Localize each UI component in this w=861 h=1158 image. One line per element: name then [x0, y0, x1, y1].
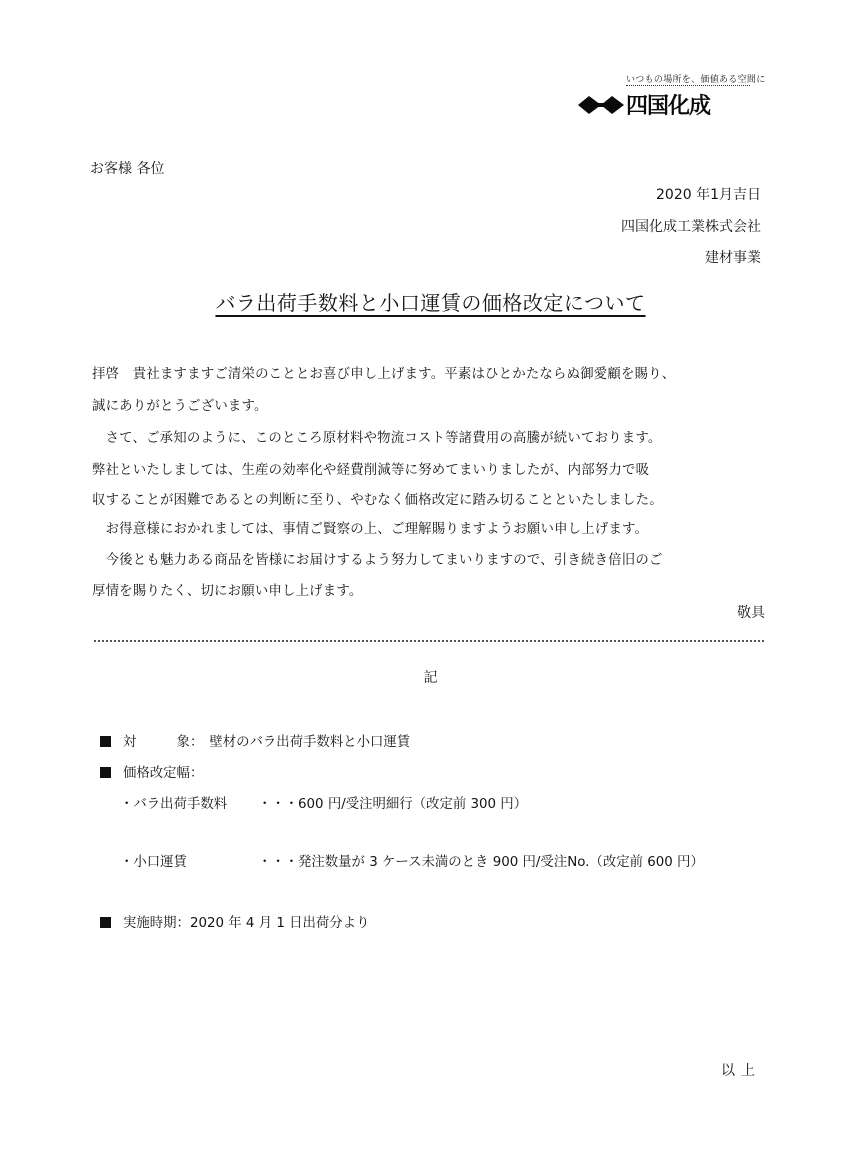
body-line: 今後とも魅力ある商品を皆様にお届けするよう努力してまいりますので、引き続き倍旧のご — [92, 553, 663, 568]
square-bullet-icon — [100, 917, 111, 928]
price-label: 価格改定幅： — [123, 766, 204, 781]
bulk-fee-value: 600 円/受注明細行（改定前 300 円） — [298, 797, 528, 812]
bulk-fee-dots: ・・・ — [258, 797, 299, 812]
small-lot-dots: ・・・ — [258, 855, 299, 870]
body-line: 収することが困難であるとの判断に至り、やむなく価格改定に踏み切ることといたしました。 — [92, 493, 663, 508]
document-title-text: バラ出荷手数料と小口運賃の価格改定について — [215, 291, 646, 315]
logo-company-name: 四国化成 — [626, 94, 711, 119]
issue-date: 2020 年1月吉日 — [656, 187, 761, 203]
ki-heading: 記 — [423, 670, 438, 686]
document-title — [0, 287, 861, 316]
diamond-logo-mark-icon — [578, 94, 624, 120]
closing-keigu: 敬具 — [737, 605, 765, 621]
target-item — [100, 731, 410, 750]
body-line: さて、ご承知のように、このところ原材料や物流コスト等諸費用の高騰が続いております。 — [92, 431, 662, 446]
target-label: 対 象： — [123, 735, 204, 750]
small-lot-value: 発注数量が 3 ケース未満のとき 900 円/受注No.（改定前 600 円） — [298, 855, 704, 870]
price-item — [100, 762, 203, 781]
body-line: 厚情を賜りたく、切にお願い申し上げます。 — [92, 584, 363, 599]
effective-date: 実施時期：2020 年 4 月 1 日出荷分より — [123, 916, 370, 931]
square-bullet-icon — [100, 767, 111, 778]
addressee: お客様 各位 — [90, 161, 165, 177]
company-name: 四国化成工業株式会社 — [621, 219, 761, 235]
square-bullet-icon — [100, 736, 111, 747]
body-line: 拝啓 貴社ますますご清栄のこととお喜び申し上げます。平素はひとかたならぬ御愛顧を賜り、 — [92, 367, 676, 382]
logo-tagline: いつもの場所を、価値ある空間に — [626, 75, 766, 85]
target-value: 壁材のバラ出荷手数料と小口運賃 — [209, 735, 411, 750]
logo-divider — [626, 85, 750, 86]
body-line: お得意様におかれましては、事情ご賢察の上、ご理解賜りますようお願い申し上げます。 — [92, 522, 649, 537]
bulk-fee-label: ・バラ出荷手数料 — [120, 797, 228, 812]
dotted-separator — [94, 640, 764, 642]
body-line: 誠にありがとうございます。 — [92, 399, 268, 414]
small-lot-label: ・小口運賃 — [120, 855, 187, 870]
end-ijo: 以上 — [721, 1063, 761, 1079]
body-line: 弊社といたしましては、生産の効率化や経費削減等に努めてまいりましたが、内部努力で吸 — [92, 463, 650, 478]
effective-date-item — [100, 912, 369, 931]
division-name: 建材事業 — [705, 250, 761, 266]
